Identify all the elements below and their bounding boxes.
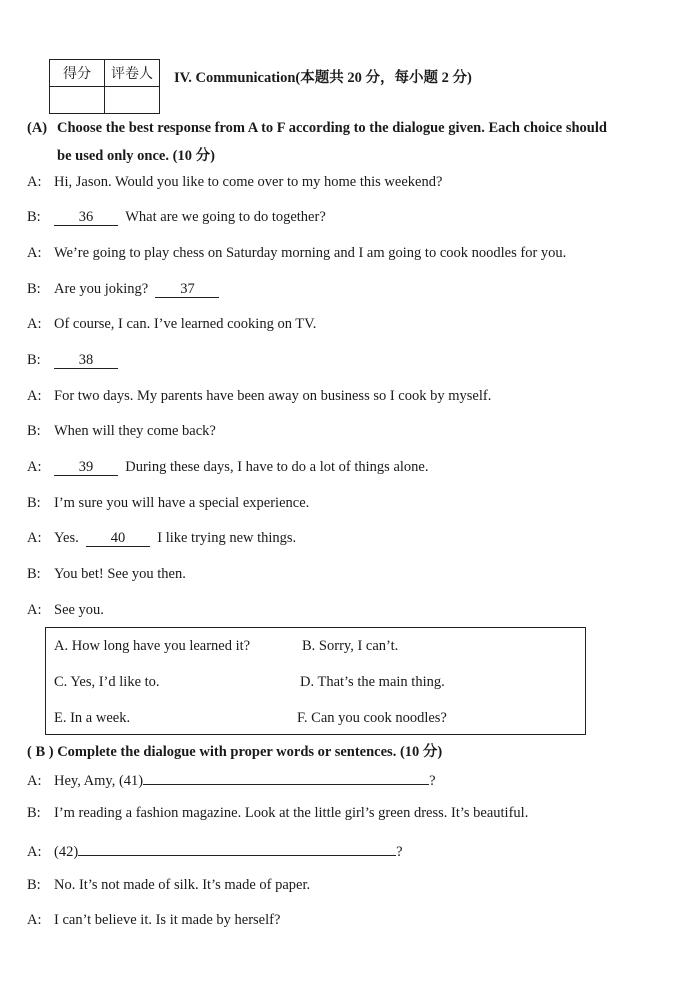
- score-table: [49, 59, 160, 114]
- line-text: Are you joking?: [54, 281, 149, 297]
- section-title: IV. Communication(本题共 20 分，每小题 2 分): [174, 70, 472, 86]
- speaker: A:: [27, 388, 42, 404]
- speaker: B:: [27, 209, 41, 225]
- part-a-instruction-2: be used only once. (10 分): [57, 148, 215, 164]
- line-text: During these days, I have to do a lot of things alone.: [125, 459, 429, 475]
- line-text-before: Yes.: [54, 530, 79, 546]
- speaker: A:: [27, 530, 42, 546]
- speaker: A:: [27, 912, 42, 928]
- dialogue-line-13: [27, 602, 104, 619]
- line-text: Hey, Amy, (41): [54, 773, 144, 789]
- speaker: B:: [27, 352, 41, 368]
- line-text: I’m reading a fashion magazine. Look at the little girl’s green dress. It’s beautiful.: [54, 805, 529, 821]
- line-text: You bet! See you then.: [54, 566, 186, 582]
- option-c[interactable]: C. Yes, I’d like to.: [54, 674, 160, 690]
- dialogue-line-1: [27, 174, 442, 191]
- dialogue-line-7: [27, 388, 491, 405]
- line-text: See you.: [54, 602, 104, 618]
- dialogue-line-2: [27, 209, 326, 226]
- dialogue-line-5: [27, 316, 316, 333]
- score-cell[interactable]: [50, 87, 105, 114]
- part-a-instruction-1: Choose the best response from A to F according to the dialogue given. Each choice should: [57, 120, 607, 136]
- dialogue-line-3: [27, 245, 566, 262]
- line-text: Of course, I can. I’ve learned cooking on TV.: [54, 316, 317, 332]
- part-b-line-4: [27, 877, 310, 894]
- blank-38[interactable]: 38: [54, 353, 118, 369]
- speaker: B:: [27, 495, 41, 511]
- speaker: A:: [27, 459, 42, 475]
- line-text: When will they come back?: [54, 423, 216, 439]
- dialogue-line-4: [27, 281, 219, 298]
- option-a[interactable]: A. How long have you learned it?: [54, 638, 251, 654]
- option-f[interactable]: F. Can you cook noodles?: [297, 710, 447, 726]
- speaker: A:: [27, 773, 42, 789]
- speaker: A:: [27, 316, 42, 332]
- speaker: B:: [27, 281, 41, 297]
- part-b-line-5: [27, 912, 280, 929]
- speaker: B:: [27, 877, 41, 893]
- speaker: B:: [27, 423, 41, 439]
- part-a-label: (A): [27, 120, 48, 136]
- part-b-line-1: [27, 770, 436, 790]
- option-b[interactable]: B. Sorry, I can’t.: [302, 638, 399, 654]
- dialogue-line-9: [27, 459, 428, 476]
- part-b-instruction: ( B ) Complete the dialogue with proper words or sentences. (10 分): [27, 744, 443, 760]
- line-text: No. It’s not made of silk. It’s made of paper.: [54, 877, 311, 893]
- blank-36[interactable]: 36: [54, 210, 118, 226]
- line-text: I can’t believe it. Is it made by herself?: [54, 912, 281, 928]
- speaker: B:: [27, 805, 41, 821]
- answer-42-line[interactable]: [78, 841, 396, 856]
- part-b-line-2: [27, 805, 528, 822]
- line-text: I’m sure you will have a special experience.: [54, 495, 310, 511]
- answer-41-line[interactable]: [143, 770, 429, 785]
- blank-39[interactable]: 39: [54, 460, 118, 476]
- speaker: A:: [27, 844, 42, 860]
- line-text: (42): [54, 844, 79, 860]
- line-text: What are we going to do together?: [125, 209, 326, 225]
- speaker: A:: [27, 602, 42, 618]
- grader-cell[interactable]: [105, 87, 160, 114]
- part-b-line-3: [27, 841, 403, 861]
- line-end: ?: [396, 844, 403, 860]
- grader-header: 评卷人: [105, 60, 160, 87]
- options-box: [45, 627, 586, 735]
- blank-40[interactable]: 40: [86, 531, 150, 547]
- option-d[interactable]: D. That’s the main thing.: [300, 674, 445, 690]
- line-text: I like trying new things.: [157, 530, 297, 546]
- dialogue-line-10: [27, 495, 309, 512]
- dialogue-line-12: [27, 566, 186, 583]
- dialogue-line-6: [27, 352, 118, 369]
- line-end: ?: [429, 773, 436, 789]
- dialogue-line-8: [27, 423, 216, 440]
- speaker: B:: [27, 566, 41, 582]
- score-header: 得分: [50, 60, 105, 87]
- line-text: For two days. My parents have been away on business so I cook by myself.: [54, 388, 492, 404]
- speaker: A:: [27, 245, 42, 261]
- line-text: We’re going to play chess on Saturday morning and I am going to cook noodles for you.: [54, 245, 567, 261]
- speaker: A:: [27, 174, 42, 190]
- line-text: Hi, Jason. Would you like to come over to my home this weekend?: [54, 174, 443, 190]
- dialogue-line-11: [27, 530, 296, 547]
- blank-37[interactable]: 37: [155, 282, 219, 298]
- option-e[interactable]: E. In a week.: [54, 710, 131, 726]
